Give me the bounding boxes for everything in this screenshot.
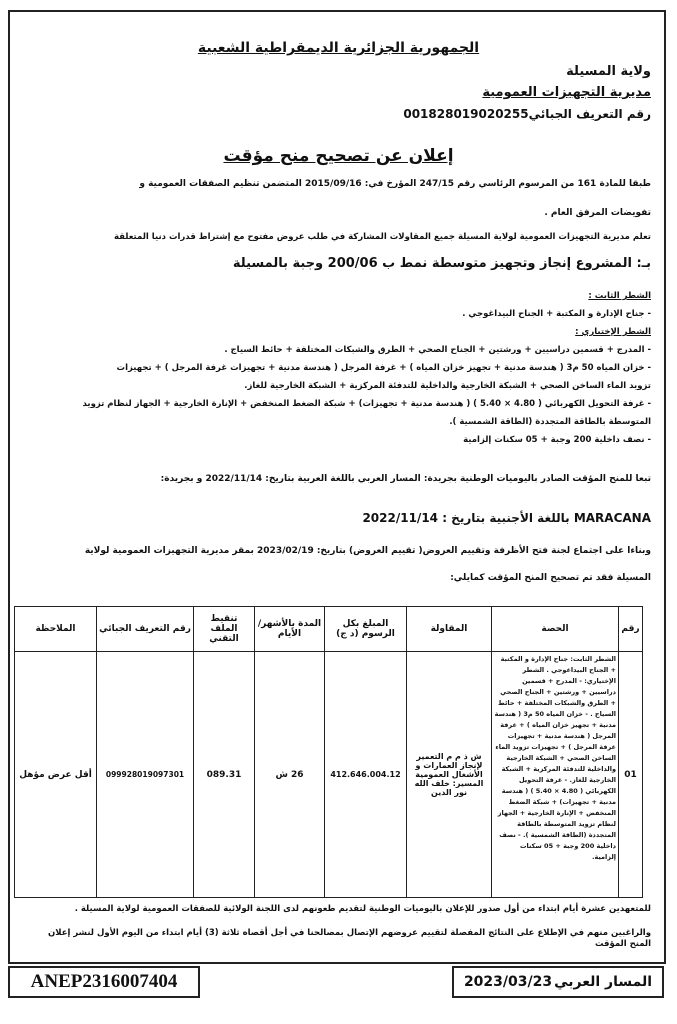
directorate-name: مديرية التجهيزات العمومية [482,85,651,100]
lots-description [26,287,651,449]
header-amount: المبلغ بكل الرسوم (د ج) [325,607,407,652]
cell-number: 01 [619,652,643,898]
anep-reference: ANEP2316007404 [8,966,200,998]
cell-amount: 412.646.004.12 [325,652,407,898]
cell-contractor: ش ذ م م التعمير لإنجاز العمارات و الأشغال العمومية المسير: خلف الله نور الدين [407,652,492,898]
tax-id-label: رقم التعريف الجبائي [528,107,651,121]
republic-heading: الجمهورية الجزائرية الديمقراطية الشعبية [197,40,480,56]
header-technical-score: تنقيط الملف التقني [194,607,255,652]
optional-lot-item: - غرفة التحويل الكهربائي ( 4.80 × 5.40 ) ( هندسة مدنية + تجهيزات) + شبكة الضغط المنخفض + الإنارة الخارجية + الجهاز لنظام تزويد [82,399,651,409]
consultation-notice: والراغبين منهم في الإطلاع على النتائج المفصلة لتقييم عروضهم الإتصال بمصالحنا في أجل أقصاه ثلاثة (3) أيام ابتداء من اليوم الأول لنشر إعلان المنح المؤقت [48,928,651,949]
header-number: رقم [619,607,643,652]
publication-line-4: المسيلة فقد تم تصحيح المنح المؤقت كمايلي: [450,573,651,583]
cell-score: 089.31 [194,652,255,898]
cell-duration: 26 ش [255,652,325,898]
intro-line-1: طبقا للمادة 161 من المرسوم الرئاسي رقم 247/15 المؤرخ في: 2015/09/16 المتضمن تنظيم الصفقات العمومية و [139,179,651,189]
cell-tax-id: 099928019097301 [97,652,194,898]
optional-lot-item: المتوسطة بالطاقة المتجددة (الطاقة الشمسية ). [449,417,651,427]
header-contractor: المقاولة [407,607,492,652]
cell-note: أقل عرض مؤهل [15,652,97,898]
project-title: بـ: المشروع إنجاز وتجهيز متوسطة نمط ب 200/06 وجبة بالمسيلة [232,256,651,271]
header-duration: المدة بالأشهر/ الأيام [255,607,325,652]
optional-lot-item: - خزان المياه 50 م3 ( هندسة مدنية + تجهيز خزان المياه ) + غرفة المرجل ( هندسة مدنية + تجهيزات غرفة المرجل ) + تجهيزات [116,363,651,373]
header-tax-id: رقم التعريف الجبائي [97,607,194,652]
table-row [15,652,643,898]
table-header-row [15,607,643,652]
tax-id: 001828019020255 [403,107,529,121]
publication-line-3: وبناءا على اجتماع لجنة فتح الأظرفة وتقييم العروض( تقييم العروض) بتاريخ: 2023/02/19 بمقر مديرية التجهيزات العمومية لولاية [84,546,651,556]
publication-line-2: MARACANA باللغة الأجنبية بتاريخ : 2022/11/14 [362,511,651,525]
optional-lot-heading: الشطر الإختياري : [575,327,651,337]
newspaper-date: 2023/03/23 [463,974,553,990]
header-lot: الحصة [492,607,619,652]
header-note: الملاحظة [15,607,97,652]
announcement-title: إعلان عن تصحيح منح مؤقت [223,146,454,166]
intro-line-2: تفويضات المرفق العام . [544,208,651,218]
wilaya-name: ولاية المسيلة [566,64,651,79]
optional-lot-item: - المدرج + قسمين دراسيين + ورشتين + الجناح الصحي + الطرق والشبكات المختلفة + حائط السياج . [224,345,651,355]
award-table [14,606,643,898]
appeal-notice: للمتعهدين عشرة أيام ابتداء من أول صدور للإعلان باليوميات الوطنية لتقديم طعونهم لدى اللجنة الولائية للصفقات العمومية لولاية المسيلة . [74,904,651,914]
optional-lot-item: - نصف داخلية 200 وجبة + 05 سكنات إلزامية [463,435,651,445]
fixed-lot-heading: الشطر الثابت : [588,291,651,301]
publication-line-1: تبعا للمنح المؤقت الصادر باليوميات الوطنية بجريدة: المسار العربي باللغة العربية بتاريخ: 2022/11/14 و بجريدة: [160,474,651,484]
fixed-lot-item: - جناح الإدارة و المكتبة + الجناح البيداغوجي . [462,309,651,319]
intro-line-3: تعلم مديرية التجهيزات العمومية لولاية المسيلة جميع المقاولات المشاركة في طلب عروض مفتوح مع إشتراط قدرات دنيا المتعلقة [114,232,651,242]
newspaper-name: المسار العربي [554,974,653,990]
cell-lot: الشطر الثابت: جناح الإدارة و المكتبة + الجناح البيداغوجي . الشطر الإختياري: - المدرج + قسمين دراسيين + ورشتين + الجناح الصحي + الطرق والشبكات المختلفة + حائط السياج . - خزان المياه 50 م3 ( هندسة مدنية + تجهيز خزان المياه ) + غرفة المرجل ( هندسة مدنية + تجهيزات غرفة المرجل ) + تجهيزات تزويد الماء الساخن الصحي + الشبكة الخارجية والداخلية للتدفئة المركزية + الشبكة الخارجية للغاز. - غرفة التحويل الكهربائي ( 4.80 × 5.40 ) ( هندسة مدنية + تجهيزات) + شبكة الضغط المنخفض + الإنارة الخارجية + الجهاز لنظام تزويد المتوسطة بالطاقة المتجددة (الطاقة الشمسية ). - نصف داخلية 200 وجبة + 05 سكنات إلزامية. [492,652,619,898]
tax-id-line [26,107,651,121]
optional-lot-item: تزويد الماء الساخن الصحي + الشبكة الخارجية والداخلية للتدفئة المركزية + الشبكة الخارجية للغاز. [244,381,651,391]
newspaper-box [452,966,664,998]
